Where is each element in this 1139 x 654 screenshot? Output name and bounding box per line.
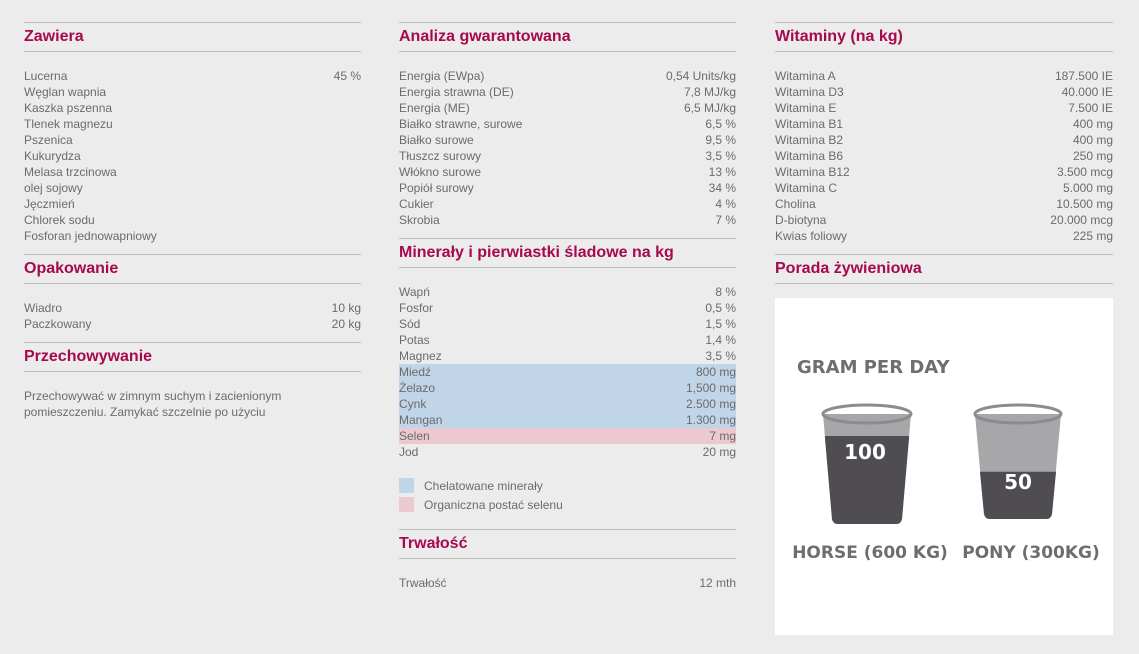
row-label: Witamina A <box>775 69 836 83</box>
list-row <box>399 575 736 591</box>
gram-per-day-heading: GRAM PER DAY <box>797 357 950 378</box>
row-label: Tlenek magnezu <box>24 117 113 131</box>
row-label: Witamina B1 <box>775 117 844 131</box>
row-value: 7 mg <box>709 429 736 443</box>
legend-swatch-selenium <box>399 497 414 512</box>
list-row <box>24 132 361 148</box>
row-label: Magnez <box>399 349 442 363</box>
legend-item-selenium <box>399 495 736 514</box>
row-label: Trwałość <box>399 576 447 590</box>
list-row <box>775 100 1113 116</box>
list-row <box>399 212 736 228</box>
row-label: Cynk <box>399 397 427 411</box>
row-value: 400 mg <box>1072 117 1113 131</box>
row-value: 45 % <box>333 69 361 83</box>
list-row <box>24 316 361 332</box>
row-label: Kukurydza <box>24 149 81 163</box>
row-value: 5.000 mg <box>1062 181 1113 195</box>
pony-cup-icon <box>975 405 1061 519</box>
horse-caption: HORSE (600 KG) <box>792 543 948 563</box>
row-value: 400 mg <box>1072 133 1113 147</box>
row-label: Jod <box>399 445 419 459</box>
list-row <box>775 132 1113 148</box>
row-label: Tłuszcz surowy <box>399 149 482 163</box>
row-label: Witamina B12 <box>775 165 850 179</box>
section-title-opakowanie: Opakowanie <box>24 254 361 284</box>
pony-amount-label: 50 <box>1004 470 1032 494</box>
mineraly-list <box>399 284 736 460</box>
row-label: Paczkowany <box>24 317 92 331</box>
row-label: Jęczmień <box>24 197 75 211</box>
row-label: Wiadro <box>24 301 63 315</box>
row-value: 12 mth <box>699 576 736 590</box>
list-row <box>399 164 736 180</box>
list-row <box>775 84 1113 100</box>
row-value: 34 % <box>708 181 736 195</box>
list-row <box>775 196 1113 212</box>
list-row <box>24 116 361 132</box>
list-row <box>399 444 736 460</box>
list-row <box>399 68 736 84</box>
row-label: Wapń <box>399 285 430 299</box>
column-middle <box>399 22 736 591</box>
legend-label-chelated: Chelatowane minerały <box>424 478 543 493</box>
row-label: Fosfor <box>399 301 434 315</box>
minerals-legend <box>399 476 736 514</box>
list-row <box>399 364 736 380</box>
row-label: Potas <box>399 333 430 347</box>
row-value: 187.500 IE <box>1054 69 1113 83</box>
row-label: Pszenica <box>24 133 73 147</box>
legend-swatch-chelated <box>399 478 414 493</box>
list-row <box>399 116 736 132</box>
row-label: Skrobia <box>399 213 440 227</box>
feeding-cups-svg <box>775 298 1113 635</box>
row-value: 3.500 mcg <box>1056 165 1113 179</box>
list-row <box>24 148 361 164</box>
list-row <box>399 428 736 444</box>
row-label: Węglan wapnia <box>24 85 107 99</box>
list-row <box>775 164 1113 180</box>
list-row <box>399 332 736 348</box>
row-label: Fosforan jednowapniowy <box>24 229 157 243</box>
row-value: 1,5 % <box>705 317 736 331</box>
row-value: 0,54 Units/kg <box>665 69 736 83</box>
list-row <box>24 68 361 84</box>
legend-item-chelated <box>399 476 736 495</box>
row-value: 10 kg <box>331 301 361 315</box>
row-label: Mangan <box>399 413 443 427</box>
row-label: Sód <box>399 317 421 331</box>
row-value: 3,5 % <box>705 349 736 363</box>
row-label: Melasa trzcinowa <box>24 165 117 179</box>
list-row <box>399 84 736 100</box>
row-label: Lucerna <box>24 69 68 83</box>
row-label: Witamina E <box>775 101 837 115</box>
list-row <box>775 68 1113 84</box>
row-label: Włókno surowe <box>399 165 482 179</box>
row-value: 250 mg <box>1072 149 1113 163</box>
list-row <box>24 196 361 212</box>
row-label: Chlorek sodu <box>24 213 95 227</box>
section-title-mineraly: Minerały i pierwiastki śladowe na kg <box>399 238 736 268</box>
section-title-witaminy: Witaminy (na kg) <box>775 22 1113 52</box>
row-value: 7,8 MJ/kg <box>683 85 736 99</box>
list-row <box>399 148 736 164</box>
list-row <box>775 116 1113 132</box>
column-left <box>24 22 361 420</box>
section-title-analiza: Analiza gwarantowana <box>399 22 736 52</box>
row-label: Cholina <box>775 197 816 211</box>
row-value: 4 % <box>715 197 736 211</box>
row-label: Energia (EWpa) <box>399 69 485 83</box>
row-label: Białko surowe <box>399 133 474 147</box>
row-value: 10.500 mg <box>1056 197 1113 211</box>
row-value: 13 % <box>708 165 736 179</box>
section-title-przechowywanie: Przechowywanie <box>24 342 361 372</box>
horse-cup-icon <box>823 405 911 524</box>
row-value: 20 mg <box>702 445 736 459</box>
row-label: Cukier <box>399 197 434 211</box>
row-label: D-biotyna <box>775 213 827 227</box>
list-row <box>399 396 736 412</box>
pony-caption: PONY (300KG) <box>962 543 1100 563</box>
row-value: 7 % <box>715 213 736 227</box>
row-label: Energia strawna (DE) <box>399 85 514 99</box>
row-value: 7.500 IE <box>1068 101 1113 115</box>
list-row <box>399 380 736 396</box>
list-row <box>24 100 361 116</box>
list-row <box>24 164 361 180</box>
section-title-trwalosc: Trwałość <box>399 529 736 559</box>
row-value: 1,500 mg <box>685 381 736 395</box>
horse-amount-label: 100 <box>844 440 886 464</box>
row-label: Żelazo <box>399 381 436 395</box>
list-row <box>775 148 1113 164</box>
row-label: Energia (ME) <box>399 101 470 115</box>
row-value: 9,5 % <box>705 133 736 147</box>
analiza-list <box>399 68 736 228</box>
row-value: 1.300 mg <box>685 413 736 427</box>
row-value: 6,5 MJ/kg <box>683 101 736 115</box>
row-label: olej sojowy <box>24 181 83 195</box>
row-value: 20 kg <box>331 317 361 331</box>
list-row <box>24 300 361 316</box>
row-value: 6,5 % <box>705 117 736 131</box>
list-row <box>399 196 736 212</box>
list-row <box>24 228 361 244</box>
feeding-advice-graphic <box>775 298 1113 635</box>
row-label: Kwias foliowy <box>775 229 848 243</box>
opakowanie-list <box>24 300 361 332</box>
legend-label-selenium: Organiczna postać selenu <box>424 497 563 512</box>
trwalosc-list <box>399 575 736 591</box>
section-title-porada: Porada żywieniowa <box>775 254 1113 284</box>
row-label: Białko strawne, surowe <box>399 117 523 131</box>
list-row <box>399 348 736 364</box>
list-row <box>775 228 1113 244</box>
row-label: Kaszka pszenna <box>24 101 113 115</box>
list-row <box>399 132 736 148</box>
row-value: 20.000 mcg <box>1050 213 1113 227</box>
list-row <box>399 300 736 316</box>
row-value: 3,5 % <box>705 149 736 163</box>
zawiera-list <box>24 68 361 244</box>
row-value: 800 mg <box>695 365 736 379</box>
list-row <box>24 212 361 228</box>
list-row <box>775 180 1113 196</box>
row-value: 40.000 IE <box>1061 85 1113 99</box>
witaminy-list <box>775 68 1113 244</box>
list-row <box>399 412 736 428</box>
list-row <box>399 316 736 332</box>
section-title-zawiera: Zawiera <box>24 22 361 52</box>
list-row <box>399 284 736 300</box>
row-value: 1,4 % <box>705 333 736 347</box>
list-row <box>399 180 736 196</box>
row-label: Selen <box>399 429 430 443</box>
row-value: 0,5 % <box>705 301 736 315</box>
row-value: 8 % <box>715 285 736 299</box>
row-label: Witamina C <box>775 181 838 195</box>
list-row <box>24 84 361 100</box>
list-row <box>24 180 361 196</box>
storage-text: Przechowywać w zimnym suchym i zacienionym pomieszczeniu. Zamykać szczelnie po użyciu <box>24 389 282 419</box>
row-label: Popiół surowy <box>399 181 474 195</box>
row-label: Miedź <box>399 365 432 379</box>
row-label: Witamina B2 <box>775 133 844 147</box>
row-value: 225 mg <box>1072 229 1113 243</box>
column-right <box>775 22 1113 635</box>
row-label: Witamina B6 <box>775 149 844 163</box>
list-row <box>775 212 1113 228</box>
row-label: Witamina D3 <box>775 85 844 99</box>
list-row <box>399 100 736 116</box>
row-value: 2.500 mg <box>685 397 736 411</box>
